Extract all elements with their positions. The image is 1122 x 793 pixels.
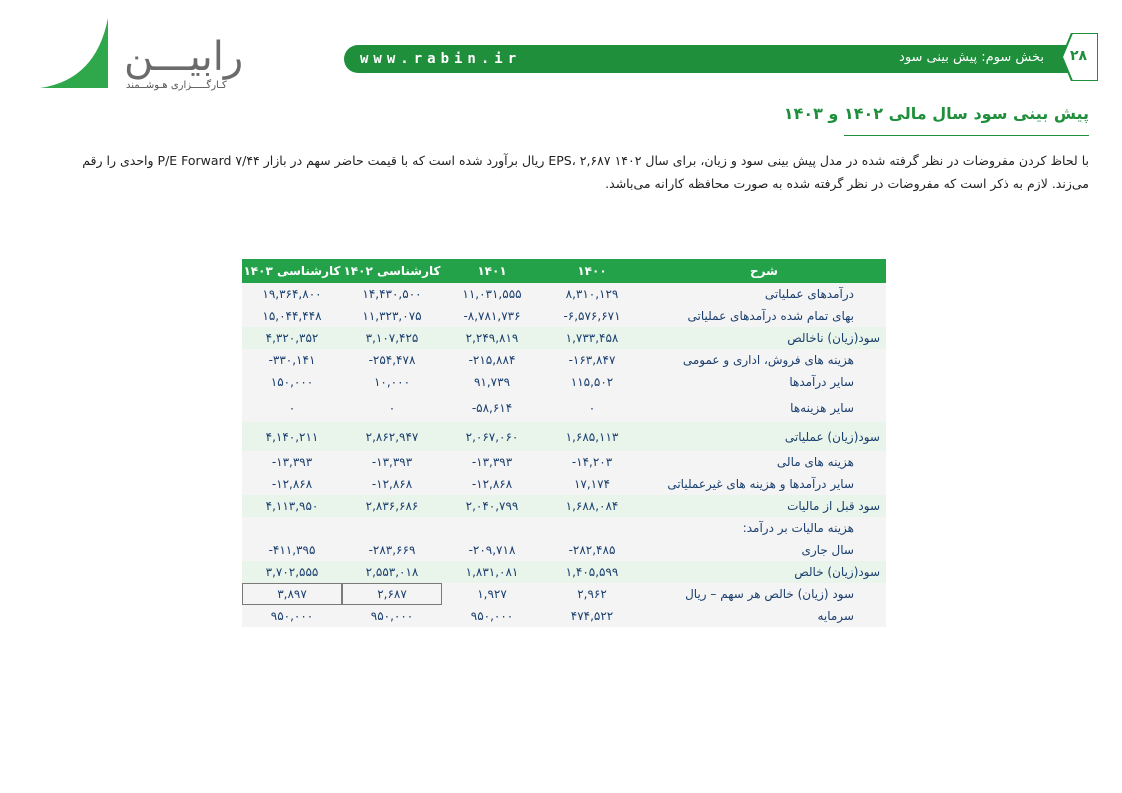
- cell-1401: ۹۵۰,۰۰۰: [442, 605, 542, 627]
- table-row: [242, 393, 886, 422]
- table-row: [242, 283, 886, 305]
- section-title: بخش سوم: پیش بینی سود: [899, 50, 1044, 65]
- logo-tagline: کـارگـــــزاری هـوشــمند: [126, 80, 227, 91]
- table-row: [242, 451, 886, 473]
- intro-paragraph: با لحاظ کردن مفروضات در نظر گرفته شده در مدل پیش بینی سود و زیان، برای سال ۱۴۰۲ EPS، ۲,۶۸۷ ریال برآورد شده است که با قیمت حاضر سهم در بازار P/E Forward ۷/۴۴ واحدی را رقم می‌زند. لازم به ذکر است که مفروضات در نظر گرفته شده به صورت محافظه کارانه می‌باشد.: [82, 153, 1089, 191]
- cell-1400: ۴۷۴,۵۲۲: [542, 605, 642, 627]
- cell-1403: ۴,۱۱۳,۹۵۰: [242, 495, 342, 517]
- table-row: [242, 539, 886, 561]
- row-label: سود(زیان) ناخالص: [642, 327, 886, 349]
- cell-1400: -۲۸۲,۴۸۵: [542, 539, 642, 561]
- table-header-row: [242, 259, 886, 283]
- cell-1402: ۲,۸۶۲,۹۴۷: [342, 422, 442, 451]
- page-number: ۲۸: [1070, 48, 1088, 64]
- logo-wordmark: رابیـــن: [124, 34, 244, 80]
- row-label: سود(زیان) عملیاتی: [642, 422, 886, 451]
- cell-1400: -۶,۵۷۶,۶۷۱: [542, 305, 642, 327]
- row-label: سود (زیان) خالص هر سهم – ریال: [642, 583, 886, 605]
- cell-1402: ۰: [342, 393, 442, 422]
- row-label: سایر هزینه‌ها: [642, 393, 886, 422]
- cell-1403: ۴,۳۲۰,۳۵۲: [242, 327, 342, 349]
- cell-1402: ۳,۱۰۷,۴۲۵: [342, 327, 442, 349]
- cell-1400: ۰: [542, 393, 642, 422]
- row-label: هزینه های فروش، اداری و عمومی: [642, 349, 886, 371]
- row-label: سایر درآمدها: [642, 371, 886, 393]
- cell-1402: [342, 517, 442, 539]
- table-row: [242, 327, 886, 349]
- table-row: [242, 422, 886, 451]
- cell-1400: ۱,۶۸۸,۰۸۴: [542, 495, 642, 517]
- cell-1401: ۲,۰۶۷,۰۶۰: [442, 422, 542, 451]
- cell-1401: -۲۰۹,۷۱۸: [442, 539, 542, 561]
- cell-1401: -۱۲,۸۶۸: [442, 473, 542, 495]
- table-row: [242, 349, 886, 371]
- cell-1403: -۳۳۰,۱۴۱: [242, 349, 342, 371]
- row-label: درآمدهای عملیاتی: [642, 283, 886, 305]
- cell-1402: -۲۵۴,۴۷۸: [342, 349, 442, 371]
- cell-1400: ۸,۳۱۰,۱۲۹: [542, 283, 642, 305]
- table-row: [242, 561, 886, 583]
- cell-1402: ۲,۶۸۷: [342, 583, 442, 605]
- cell-1400: ۱۱۵,۵۰۲: [542, 371, 642, 393]
- cell-1401: ۲,۰۴۰,۷۹۹: [442, 495, 542, 517]
- cell-1400: ۱,۶۸۵,۱۱۳: [542, 422, 642, 451]
- cell-1403: ۱۵۰,۰۰۰: [242, 371, 342, 393]
- cell-1402: ۱۱,۳۲۳,۰۷۵: [342, 305, 442, 327]
- cell-1401: -۵۸,۶۱۴: [442, 393, 542, 422]
- table-row: [242, 305, 886, 327]
- cell-1403: ۰: [242, 393, 342, 422]
- cell-1403: ۱۹,۳۶۴,۸۰۰: [242, 283, 342, 305]
- cell-1403: -۱۳,۳۹۳: [242, 451, 342, 473]
- col-header-1402: کارشناسی ۱۴۰۲: [342, 259, 442, 283]
- cell-1400: -۱۴,۲۰۳: [542, 451, 642, 473]
- table-row: [242, 605, 886, 627]
- cell-1402: -۱۲,۸۶۸: [342, 473, 442, 495]
- cell-1403: -۱۲,۸۶۸: [242, 473, 342, 495]
- page-title: پیش بینی سود سال مالی ۱۴۰۲ و ۱۴۰۳: [783, 104, 1089, 123]
- cell-1403: ۱۵,۰۴۴,۴۴۸: [242, 305, 342, 327]
- profit-forecast-table: [242, 259, 886, 627]
- table-row: [242, 495, 886, 517]
- row-label: بهای تمام شده درآمدهای عملیاتی: [642, 305, 886, 327]
- cell-1400: ۲,۹۶۲: [542, 583, 642, 605]
- cell-1401: -۸,۷۸۱,۷۳۶: [442, 305, 542, 327]
- table-row: [242, 371, 886, 393]
- cell-1401: -۱۳,۳۹۳: [442, 451, 542, 473]
- row-label: سود(زیان) خالص: [642, 561, 886, 583]
- cell-1403: ۳,۸۹۷: [242, 583, 342, 605]
- cell-1400: ۱,۴۰۵,۵۹۹: [542, 561, 642, 583]
- header-banner: [344, 45, 1072, 73]
- row-label: سایر درآمدها و هزینه های غیرعملیاتی: [642, 473, 886, 495]
- cell-1401: -۲۱۵,۸۸۴: [442, 349, 542, 371]
- cell-1403: ۹۵۰,۰۰۰: [242, 605, 342, 627]
- cell-1402: ۲,۵۵۳,۰۱۸: [342, 561, 442, 583]
- table-row: [242, 473, 886, 495]
- col-header-1401: ۱۴۰۱: [442, 259, 542, 283]
- cell-1402: ۹۵۰,۰۰۰: [342, 605, 442, 627]
- cell-1401: ۹۱,۷۳۹: [442, 371, 542, 393]
- cell-1402: ۱۰,۰۰۰: [342, 371, 442, 393]
- cell-1402: ۱۴,۴۳۰,۵۰۰: [342, 283, 442, 305]
- cell-1402: -۱۳,۳۹۳: [342, 451, 442, 473]
- cell-1403: -۴۱۱,۳۹۵: [242, 539, 342, 561]
- table-row: [242, 583, 886, 605]
- cell-1400: [542, 517, 642, 539]
- website-url[interactable]: www.rabin.ir: [360, 51, 522, 67]
- cell-1400: -۱۶۳,۸۴۷: [542, 349, 642, 371]
- col-header-description: شرح: [642, 259, 886, 283]
- logo-curve-icon: [40, 18, 110, 90]
- row-label: سال جاری: [642, 539, 886, 561]
- title-underline: [844, 135, 1089, 136]
- cell-1401: [442, 517, 542, 539]
- table-row: [242, 517, 886, 539]
- cell-1401: ۱,۹۲۷: [442, 583, 542, 605]
- cell-1402: -۲۸۳,۶۶۹: [342, 539, 442, 561]
- row-label: هزینه های مالی: [642, 451, 886, 473]
- col-header-1403: کارشناسی ۱۴۰۳: [242, 259, 342, 283]
- row-label: سرمایه: [642, 605, 886, 627]
- cell-1403: ۴,۱۴۰,۲۱۱: [242, 422, 342, 451]
- row-label: سود قبل از مالیات: [642, 495, 886, 517]
- cell-1400: ۱۷,۱۷۴: [542, 473, 642, 495]
- cell-1400: ۱,۷۳۳,۴۵۸: [542, 327, 642, 349]
- cell-1401: ۲,۲۴۹,۸۱۹: [442, 327, 542, 349]
- cell-1401: ۱۱,۰۳۱,۵۵۵: [442, 283, 542, 305]
- row-label: هزینه مالیات بر درآمد:: [642, 517, 886, 539]
- cell-1401: ۱,۸۳۱,۰۸۱: [442, 561, 542, 583]
- cell-1402: ۲,۸۳۶,۶۸۶: [342, 495, 442, 517]
- cell-1403: [242, 517, 342, 539]
- col-header-1400: ۱۴۰۰: [542, 259, 642, 283]
- cell-1403: ۳,۷۰۲,۵۵۵: [242, 561, 342, 583]
